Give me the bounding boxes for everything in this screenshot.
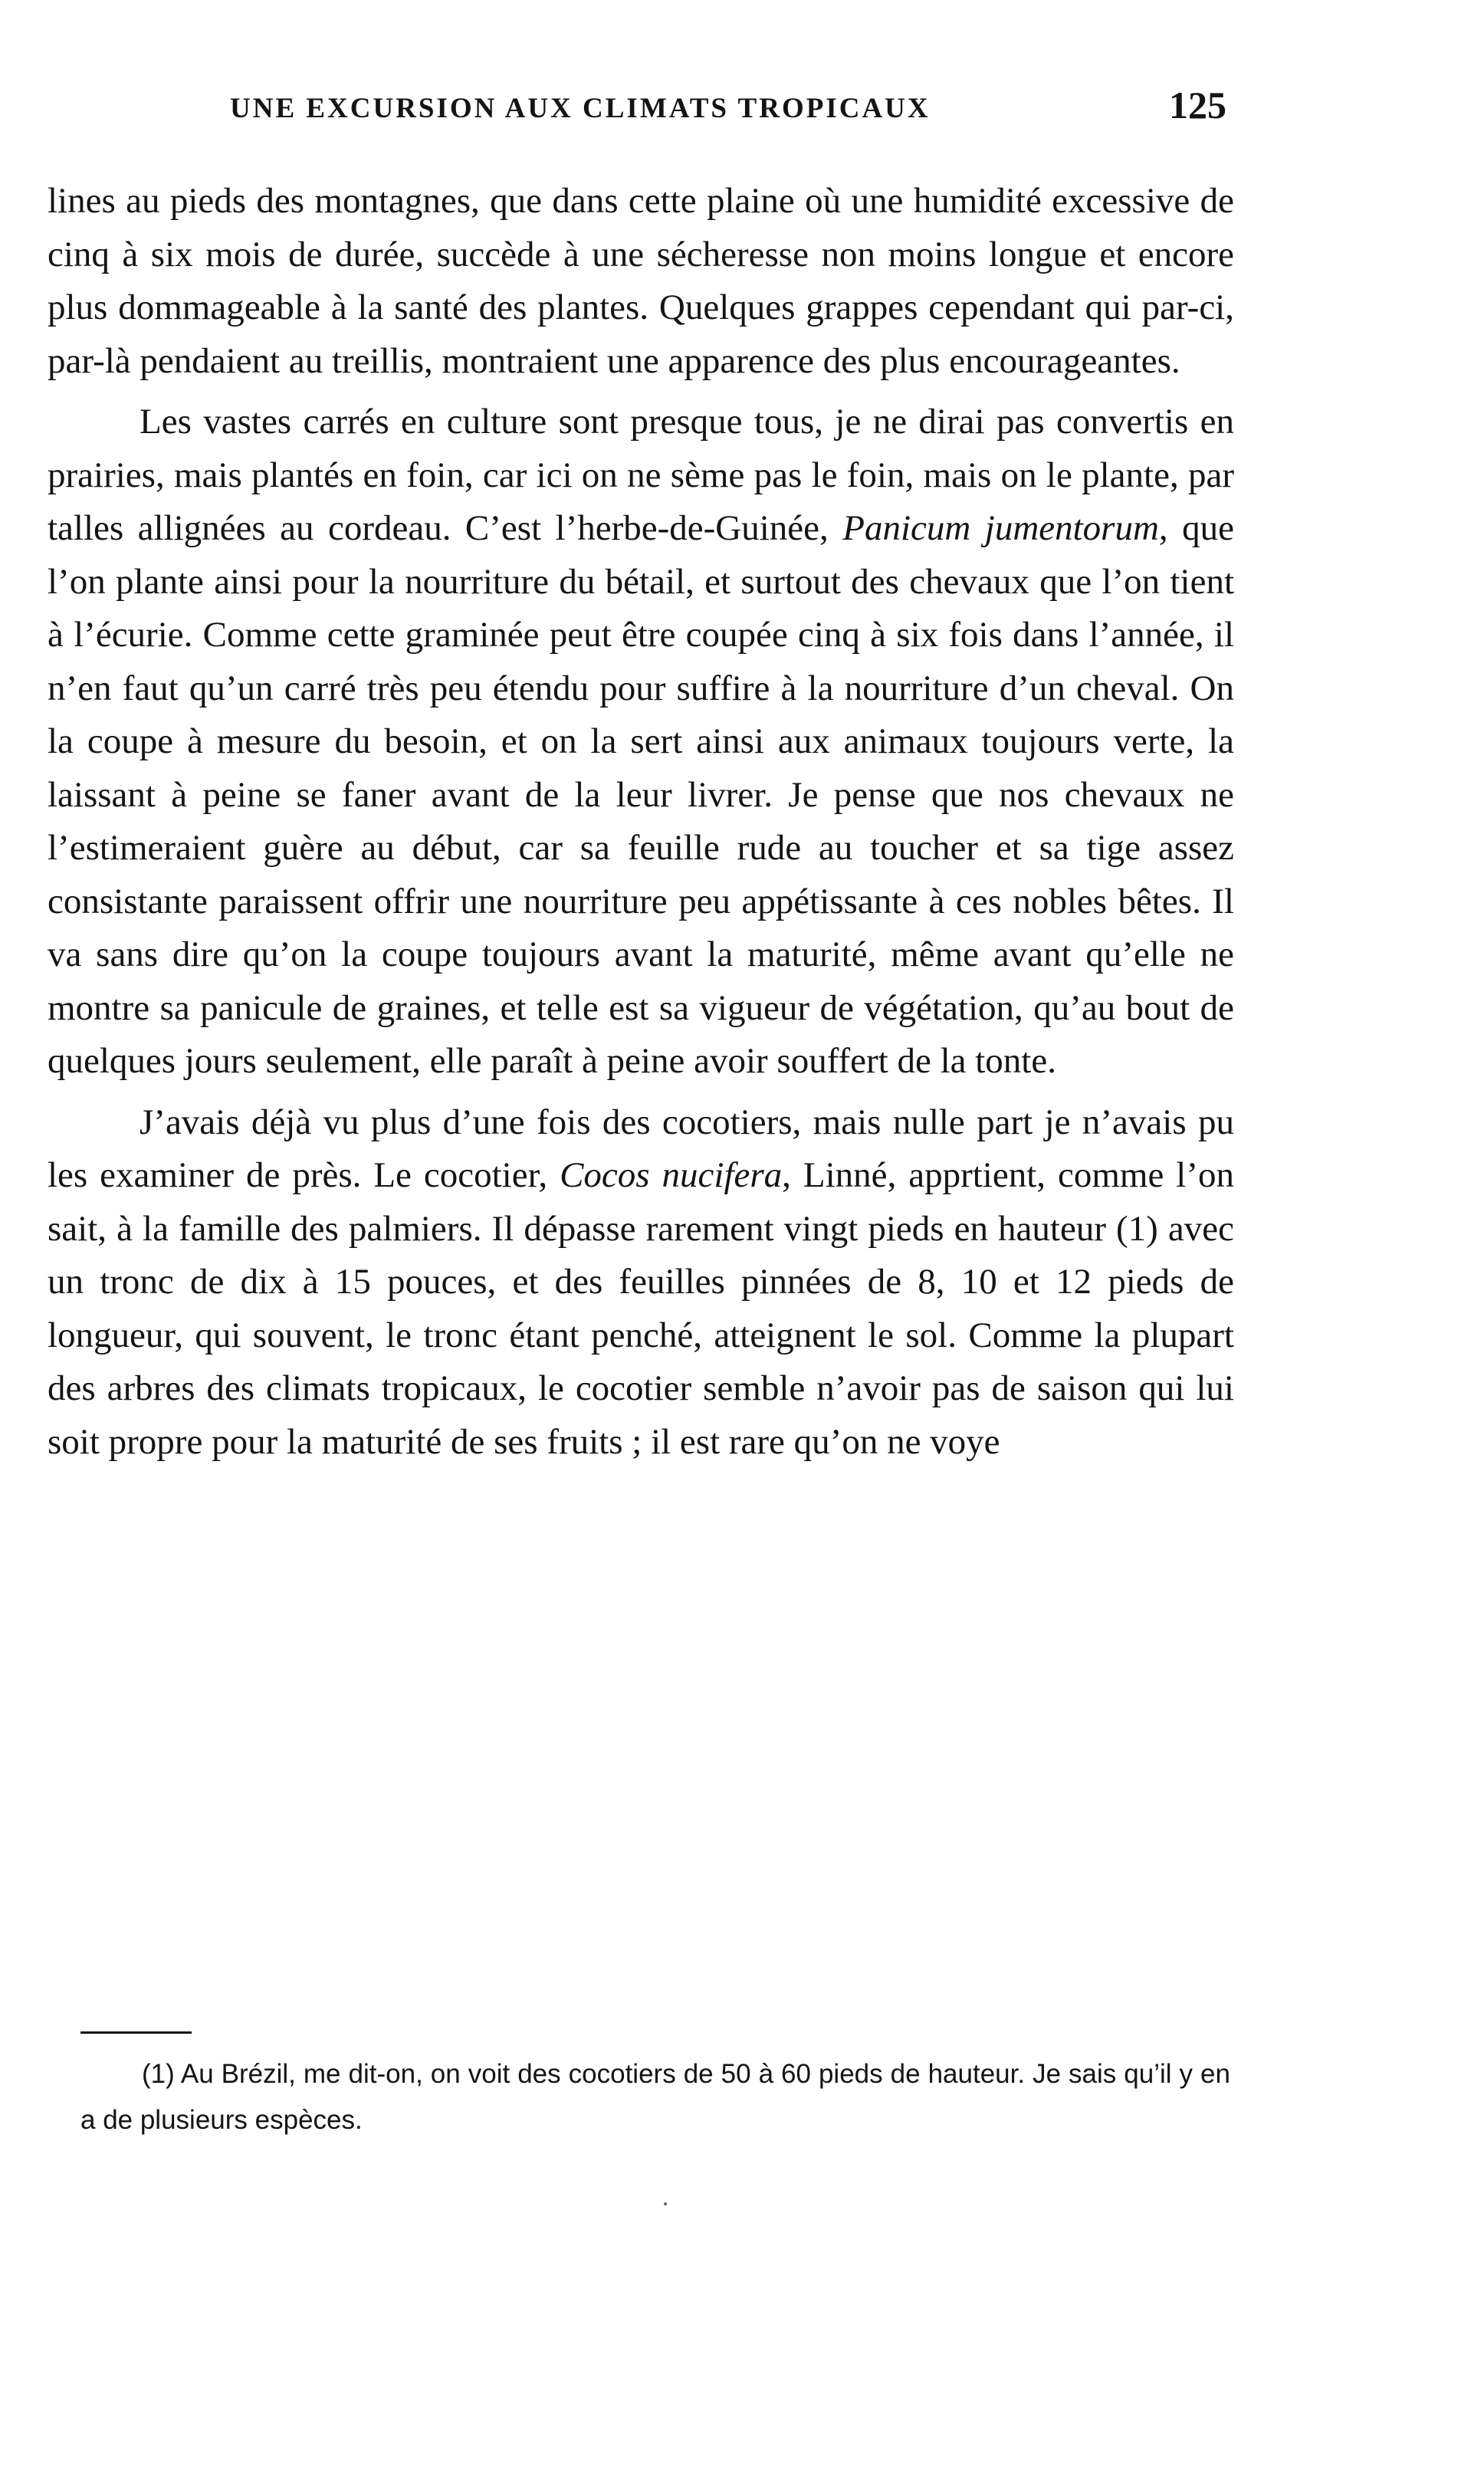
body-text xyxy=(48,175,1234,1469)
text-run: , Linné, apprtient, comme l’on sait, à la famille des palmiers. Il dépasse rarement vingt pieds en hauteur (1) avec un tronc de dix à 15 pouces, et des feuilles pinnées de 8, 10 et 12 pieds de longueur, qui souvent, le tronc étant penché, atteignent le sol. Comme la plupart des arbres des climats tropicaux, le cocotier semble n’avoir pas de saison qui lui soit propre pour la maturité de ses fruits ; il est rare qu’on ne voye xyxy=(48,1155,1234,1462)
text-run: Les vastes carrés en culture sont presque tous, je ne dirai pas convertis en prairies, mais plantés en foin, car ici on ne sème pas le foin, mais on le plante, par talles allignées au cordeau. C’est l’herbe-de-Guinée, xyxy=(48,402,1234,548)
running-title: UNE EXCURSION AUX CLIMATS TROPICAUX xyxy=(230,93,931,124)
italic-term: Panicum jumentorum xyxy=(842,508,1159,548)
text-run: , que l’on plante ainsi pour la nourriture du bétail, et surtout des chevaux que l’on tient à l’écurie. Comme cette graminée peut être coupée cinq à six fois dans l’année, il n’en faut qu’un carré très peu étendu pour suffire à la nourriture d’un cheval. On la coupe à mesure du besoin, et on la sert ainsi aux animaux toujours verte, la laissant à peine se faner avant de la leur livrer. Je pense que nos chevaux ne l’estimeraient guère au début, car sa feuille rude au toucher et sa tige assez consistante paraissent offrir une nourriture peu appétissante à ces nobles bêtes. Il va sans dire qu’on la coupe toujours avant la maturité, même avant qu’elle ne montre sa panicule de graines, et telle est sa vigueur de végétation, qu’au bout de quelques jours seulement, elle paraît à peine avoir souffert de la tonte. xyxy=(48,508,1234,1081)
page-speck xyxy=(664,2202,667,2205)
text-run: lines au pieds des montagnes, que dans cette plaine où une humidité excessive de cinq à six mois de durée, succède à une sécheresse non moins longue et encore plus dommageable à la santé des plantes. Quelques grappes cependant qui par-ci, par-là pendaient au treillis, montraient une apparence des plus encourageantes. xyxy=(48,181,1234,381)
footnote-rule xyxy=(80,2031,192,2034)
paragraph xyxy=(48,396,1234,1089)
page-number: 125 xyxy=(1169,84,1226,126)
paragraph xyxy=(48,1096,1234,1470)
footnote: (1) Au Brézil, me dit-on, on voit des cocotiers de 50 à 60 pieds de hauteur. Je sais qu’il y en a de plusieurs espèces. xyxy=(80,2059,1230,2135)
italic-term: Cocos nucifera xyxy=(560,1155,783,1195)
paragraph xyxy=(48,175,1234,388)
text-run: J’avais déjà vu plus d’une fois des cocotiers, mais nulle part je n’avais pu les examiner de près. Le cocotier, xyxy=(48,1102,1234,1195)
running-head xyxy=(230,83,1226,144)
